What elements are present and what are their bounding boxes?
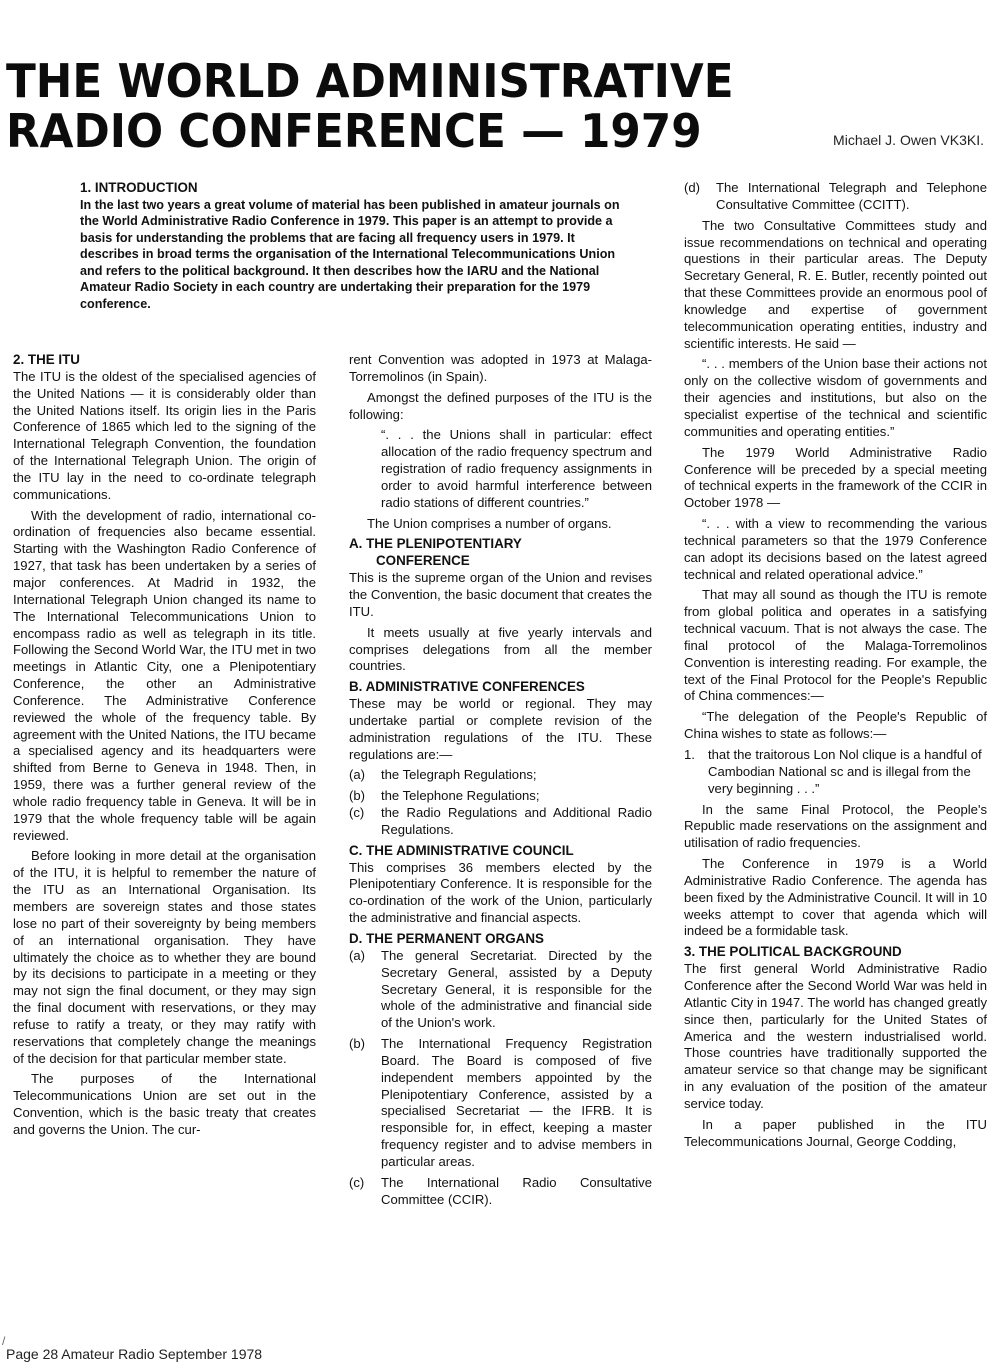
subheading-permanent-organs: D. THE PERMANENT ORGANS [349, 931, 544, 946]
list-item: (b) the Telephone Regulations; [349, 788, 540, 804]
paragraph: The first general World Administrative Radio Conference after the Second World War was held in Atlantic City in 1947. The world has changed greatly since then, particularly for the United States of America and the western industrialised world. Those countries have traditionally supported the amateur service so that change may be significant in any evaluation of the position of the amateur service today. [684, 961, 987, 1111]
subheading-administrative-conferences: B. ADMINISTRATIVE CONFERENCES [349, 679, 585, 695]
paragraph: Before looking in more detail at the organisation of the ITU, it is helpful to remember the nature of the ITU as an International Organisation. Its members are sovereign states and those states lose no part of their sovereignty by being members of an international organisation. They have ultimately the choice as to whether they are bound by its decisions to participate in a meeting or they may not sign the final document, or they may sign the final document with reservations, or they may refuse to ratify a treaty, or they may ratify with reservations that completely change the meanings of the decision for that particular member state. [13, 848, 316, 1066]
paragraph: The two Consultative Committees study and issue recommendations on technical and operating questions in their particular areas. The Deputy Secretary General, R. E. Butler, recently pointed out that these Committees provide an enormous pool of knowledge and expertise of government telecommunication operating entities, industry and scientific interests. He said — [684, 217, 987, 351]
title-line-2: RADIO CONFERENCE — 1979 [6, 104, 702, 158]
block-quote: “The delegation of the People's Republic of China wishes to state as follows:— [684, 709, 987, 742]
subheading-administrative-council: C. THE ADMINISTRATIVE COUNCIL [349, 842, 574, 858]
paragraph: This comprises 36 members elected by the Plenipotentiary Conference. It is responsible for the co-ordination of the work of the Union, particularly the administrative and financial aspects. [349, 859, 652, 926]
paragraph: With the development of radio, international co-ordination of frequencies also became essential. Starting with the Washington Radio Conference of 1927, that task has been undertaken by a series of major conferences. At Madrid in 1932, the International Telegraph Union changed its name to The International Telecommunications Union to encompass radio as well as telegraph in its title. Following the Second World War, the ITU met in two meetings in Atlantic City, one a Plenipotentiary Conference, the other an Administrative Conference. The Administrative Conference reviewed the whole of the frequency table. By agreement with the United Nations, the ITU became a specialised agency and its headquarters were shifted from Berne to Geneva in 1948. Then, in 1959, there was a further general review of the whole radio frequency table in Geneva. It will be in 1979 that the whole frequency table will be again reviewed. [13, 507, 316, 843]
list-item: (a) the Telegraph Regulations; [349, 767, 537, 783]
block-quote: “. . . the Unions shall in particular: effect allocation of the radio frequency spectrum and registration of radio frequency assignments in order to avoid harmful interference between radio stations of different countries.” [381, 427, 652, 510]
section-heading-political-background: 3. THE POLITICAL BACKGROUND [684, 944, 902, 960]
page-mark: / [2, 1334, 6, 1348]
article-title [6, 56, 734, 156]
paragraph: That may all sound as though the ITU is remote from global politica and operates in a satisfying technical vacuum. That is not always the case. The final protocol of the Malaga-Torremolinos Convention is interesting reading. For example, the text of the Final Protocol for the People's Republic of China commences:— [684, 587, 987, 704]
page-footer: Page 28 Amateur Radio September 1978 [6, 1346, 263, 1362]
list-item: (b) The International Frequency Registration Board. The Board is composed of five independent members appointed by the Plenipotentiary Conference, assisted by a specialised Secretariat — the IFRB. It is responsible for, in effect, keeping a master frequency register and to advise members in particular areas. [349, 1036, 652, 1169]
paragraph: rent Convention was adopted in 1973 at Malaga-Torremolinos (in Spain). [349, 352, 652, 384]
column-1 [13, 352, 316, 1143]
paragraph: The Union comprises a number of organs. [367, 515, 612, 531]
intro-text: In the last two years a great volume of material has been published in amateur journals on the World Administrative Radio Conference in 1979. This paper is an attempt to provide a basis for understanding the problems that are facing all frequency users in 1979. It describes in broad terms the organisation of the International Telecommunications Union and refers to the political background. It then describes how the IARU and the National Amateur Radio Society in each country are undertaking their preparation for the 1979 conference. [80, 197, 620, 311]
paragraph: It meets usually at five yearly intervals and comprises delegations from all the member countries. [349, 624, 652, 674]
title-line-1: THE WORLD ADMINISTRATIVE [6, 54, 734, 108]
subheading-plenipotentiary-cont: CONFERENCE [376, 553, 470, 569]
paragraph: The purposes of the International Telecommunications Union are set out in the Convention, which is the basic treaty that creates and governs the Union. The cur- [13, 1071, 316, 1137]
author-byline: Michael J. Owen VK3KI. [833, 132, 984, 148]
intro-heading: 1. INTRODUCTION [80, 180, 198, 195]
paragraph: The ITU is the oldest of the specialised agencies of the United Nations — it is considerably older than the United Nations itself. Its origin lies in the Paris Conference of 1865 which led to the signing of the International Telegraph Convention, the foundation of the International Telegraph Union. The origin of the ITU lay in the need to co-ordinate telegraph communications. [13, 368, 316, 502]
list-item: (d) The International Telegraph and Telephone Consultative Committee (CCITT). [684, 180, 987, 212]
block-quote: “. . . members of the Union base their actions not only on the collective wisdom of governments and their agencies and institutions, but also on the specialist expertise of the technical and scientific communities and operating entities.” [684, 356, 987, 439]
section-heading-itu: 2. THE ITU [13, 352, 80, 367]
paragraph: These may be world or regional. They may undertake partial or complete revision of the administration regulations of the ITU. These regulations are:— [349, 696, 652, 762]
list-item: (c) the Radio Regulations and Additional Radio Regulations. [349, 805, 652, 837]
column-3 [684, 180, 987, 1154]
paragraph: The 1979 World Administrative Radio Conference will be preceded by a special meeting of technical experts in the framework of the CCIR in October 1978 — [684, 444, 987, 511]
block-quote: “. . . with a view to recommending the various technical parameters so that the 1979 Conference can adopt its decisions based on the latest agreed technical and related operational advice.” [684, 516, 987, 582]
list-item: (c) The International Radio Consultative Committee (CCIR). [349, 1174, 652, 1207]
list-item: 1. that the traitorous Lon Nol clique is a handful of Cambodian National sc and is illegal from the very beginning . . .” [684, 747, 982, 796]
column-2 [349, 352, 652, 1213]
paragraph: The Conference in 1979 is a World Administrative Radio Conference. The agenda has been fixed by the Administrative Council. It will in 10 weeks attempt to cover that agenda which will indeed be a formidable task. [684, 856, 987, 939]
paragraph: Amongst the defined purposes of the ITU is the following: [349, 389, 652, 422]
paragraph: In a paper published in the ITU Telecommunications Journal, George Codding, [684, 1116, 987, 1149]
paragraph: This is the supreme organ of the Union and revises the Convention, the basic document that creates the ITU. [349, 570, 652, 619]
introduction [80, 180, 620, 312]
list-item: (a) The general Secretariat. Directed by the Secretary General, assisted by a Deputy Secretary General, it is responsible for the whole of the administrative and financial side of the Union's work. [349, 947, 652, 1031]
paragraph: In the same Final Protocol, the People's Republic made reservations on the assignment and utilisation of radio frequencies. [684, 801, 987, 851]
subheading-plenipotentiary: A. THE PLENIPOTENTIARY [349, 536, 522, 552]
